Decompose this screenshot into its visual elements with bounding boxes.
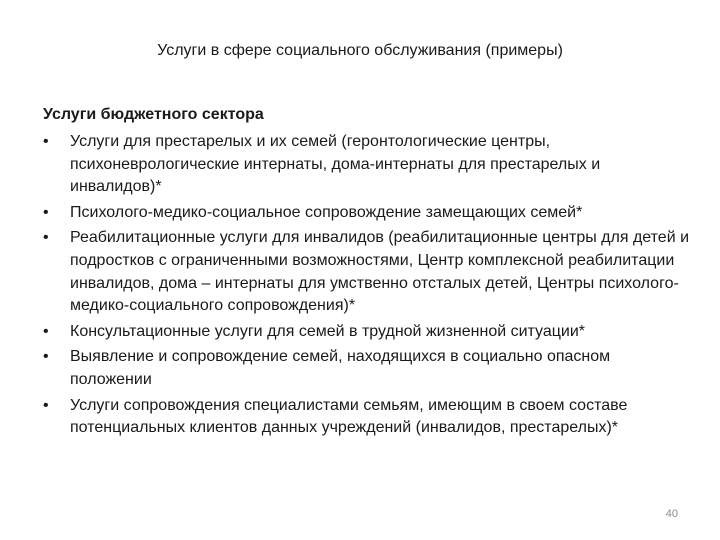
bullet-icon: •: [43, 203, 49, 221]
list-item-text: Услуги для престарелых и их семей (геронтологические центры, психоневрологические интернаты, дома-интернаты для престарелых и инвалидов)*: [70, 133, 601, 196]
bullet-icon: •: [43, 322, 49, 340]
list-item-text: Психолого-медико-социальное сопровождение замещающих семей*: [70, 203, 583, 221]
list-item: [43, 131, 693, 199]
list-item: [43, 321, 693, 344]
slide-title: Услуги в сфере социального обслуживания (примеры): [157, 42, 563, 59]
list-item-text: Реабилитационные услуги для инвалидов (реабилитационные центры для детей и подростков с ограниченными возможностями, Центр комплексной реабилитации инвалидов, дома – интернаты для умственно отсталых детей, Центры психолого-медико-социального сопровождения)*: [70, 229, 690, 315]
bullet-icon: •: [43, 396, 49, 414]
list-item-text: Услуги сопровождения специалистами семьям, имеющим в своем составе потенциальных клиентов данных учреждений (инвалидов, престарелых)*: [70, 396, 628, 437]
bullet-icon: •: [43, 133, 49, 150]
bullet-icon: •: [43, 348, 49, 366]
list-item-text: Консультационные услуги для семей в трудной жизненной ситуации*: [70, 322, 586, 340]
list-item-text: Выявление и сопровождение семей, находящихся в социально опасном положении: [70, 348, 611, 388]
bullet-icon: •: [43, 229, 49, 247]
list-item: [43, 346, 693, 391]
list-item: [43, 227, 693, 317]
bullet-list: [43, 131, 693, 443]
page-number: 40: [665, 508, 678, 520]
list-item: [43, 202, 693, 225]
list-item: [43, 395, 693, 440]
section-heading: Услуги бюджетного сектора: [43, 106, 264, 123]
